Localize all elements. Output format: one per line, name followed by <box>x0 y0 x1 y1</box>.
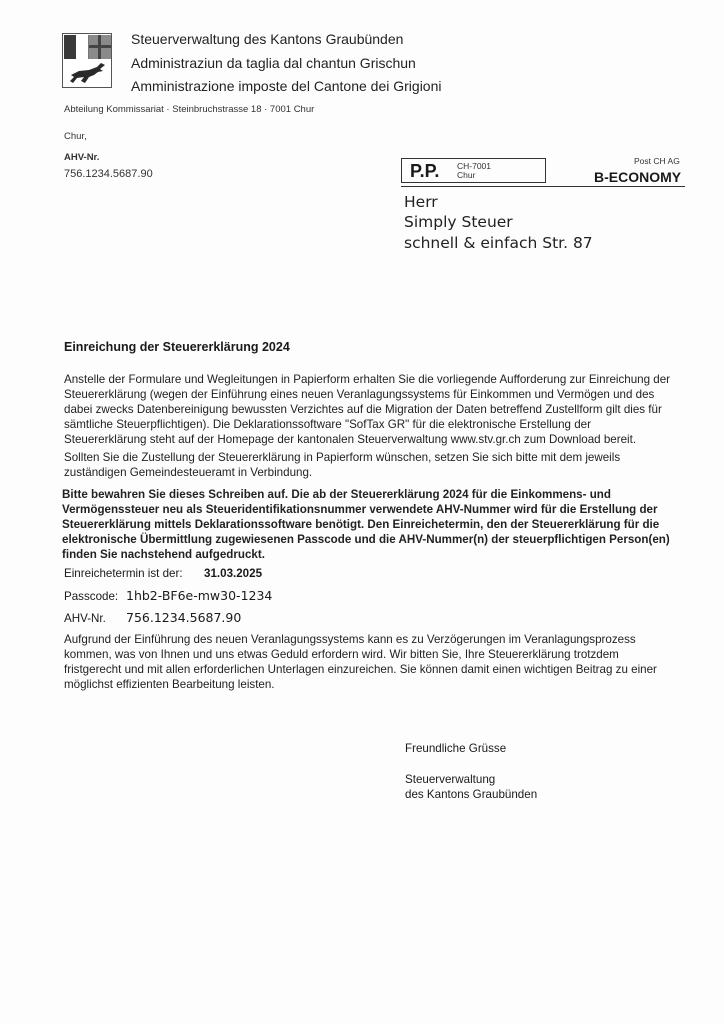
ibex-icon <box>67 61 109 86</box>
place: Chur, <box>64 131 87 142</box>
postage-class: B-ECONOMY <box>594 169 682 185</box>
sender-name-rm: Administraziun da taglia dal chantun Grischun <box>131 55 416 71</box>
paragraph-paper-form: Sollten Sie die Zustellung der Steuererklärung in Papierform wünschen, setzen Sie sich bitte mit dem jeweils zuständigen Gemeindesteueramt in Verbindung. <box>64 451 621 479</box>
paragraph-keep-letter: Bitte bewahren Sie dieses Schreiben auf. Die ab der Steuererklärung 2024 für die Einkommens- und Vermögenssteuer neu als Steueridentifikationsnummer verwendete AHV-Nummer wird für die Erstellung der Steuererklärung mittels Deklarationssoftware benötigt. Den Einreichetermin, den der Steuererklärung für die elektronische Übermittlung zugewiesenen Passcode und die AHV-Nummer(n) der steuerpflichtigen Person(en) finden Sie nachstehend aufgedruckt. <box>62 488 670 561</box>
signature-line-1: Steuerverwaltung <box>405 773 496 786</box>
postage-divider <box>401 186 685 187</box>
recipient-street: schnell & einfach Str. 87 <box>404 234 593 252</box>
recipient-name: Simply Steuer <box>404 213 513 231</box>
recipient-salutation: Herr <box>404 193 438 211</box>
postage-city: Chur <box>457 170 476 180</box>
ahv-label: AHV-Nr. <box>64 152 100 163</box>
postage-carrier: Post CH AG <box>634 156 680 166</box>
signature-line-2: des Kantons Graubünden <box>405 788 538 801</box>
deadline-value: 31.03.2025 <box>204 567 263 580</box>
deadline-label: Einreichetermin ist der: <box>64 567 183 580</box>
closing-greeting: Freundliche Grüsse <box>405 742 507 755</box>
ahv-detail-value: 756.1234.5687.90 <box>126 610 242 625</box>
postage-stamp-box <box>401 158 546 183</box>
paragraph-intro: Anstelle der Formulare und Wegleitungen in Papierform erhalten Sie die vorliegende Aufforderung zur Einreichung der Steuererklärung (wegen der Einführung eines neuen Veranlagungssystems für Einkommen und Vermögen und des dabei zwecks Datenbereinigung bewussten Verzichtes auf die Migration der Daten betreffend Zustellform gilt dies für sämtliche Steuerpflichtigen). Die Deklarationssoftware "SofTax GR" für die elektronische Erstellung der Steuererklärung steht auf der Homepage der kantonalen Steuerverwaltung www.stv.gr.ch zum Download bereit. <box>64 373 671 446</box>
paragraph-delays: Aufgrund der Einführung des neuen Veranlagungssystems kann es zu Verzögerungen im Veranlagungsprozess kommen, was von Ihnen und uns etwas Geduld erfordern wird. Wir bitten Sie, Ihre Steuererklärung trotzdem fristgerecht und mit allen erforderlichen Unterlagen einzureichen. Sie können damit einen wichtigen Beitrag zu einer möglichst effizienten Bearbeitung leisten. <box>64 633 657 691</box>
ahv-detail-label: AHV-Nr. <box>64 612 106 625</box>
subject-heading: Einreichung der Steuererklärung 2024 <box>64 340 290 354</box>
canton-coat-of-arms-logo <box>62 33 112 88</box>
passcode-label: Passcode: <box>64 590 119 603</box>
sender-name-it: Amministrazione imposte del Cantone dei Grigioni <box>131 78 442 94</box>
sender-address: Abteilung Kommissariat · Steinbruchstrasse 18 · 7001 Chur <box>64 104 315 115</box>
sender-name-de: Steuerverwaltung des Kantons Graubünden <box>131 31 404 47</box>
postage-postcode: CH-7001 <box>457 161 492 171</box>
passcode-value: 1hb2-BF6e-mw30-1234 <box>126 588 273 603</box>
pp-label: P.P. <box>410 161 440 181</box>
ahv-number: 756.1234.5687.90 <box>64 168 153 180</box>
